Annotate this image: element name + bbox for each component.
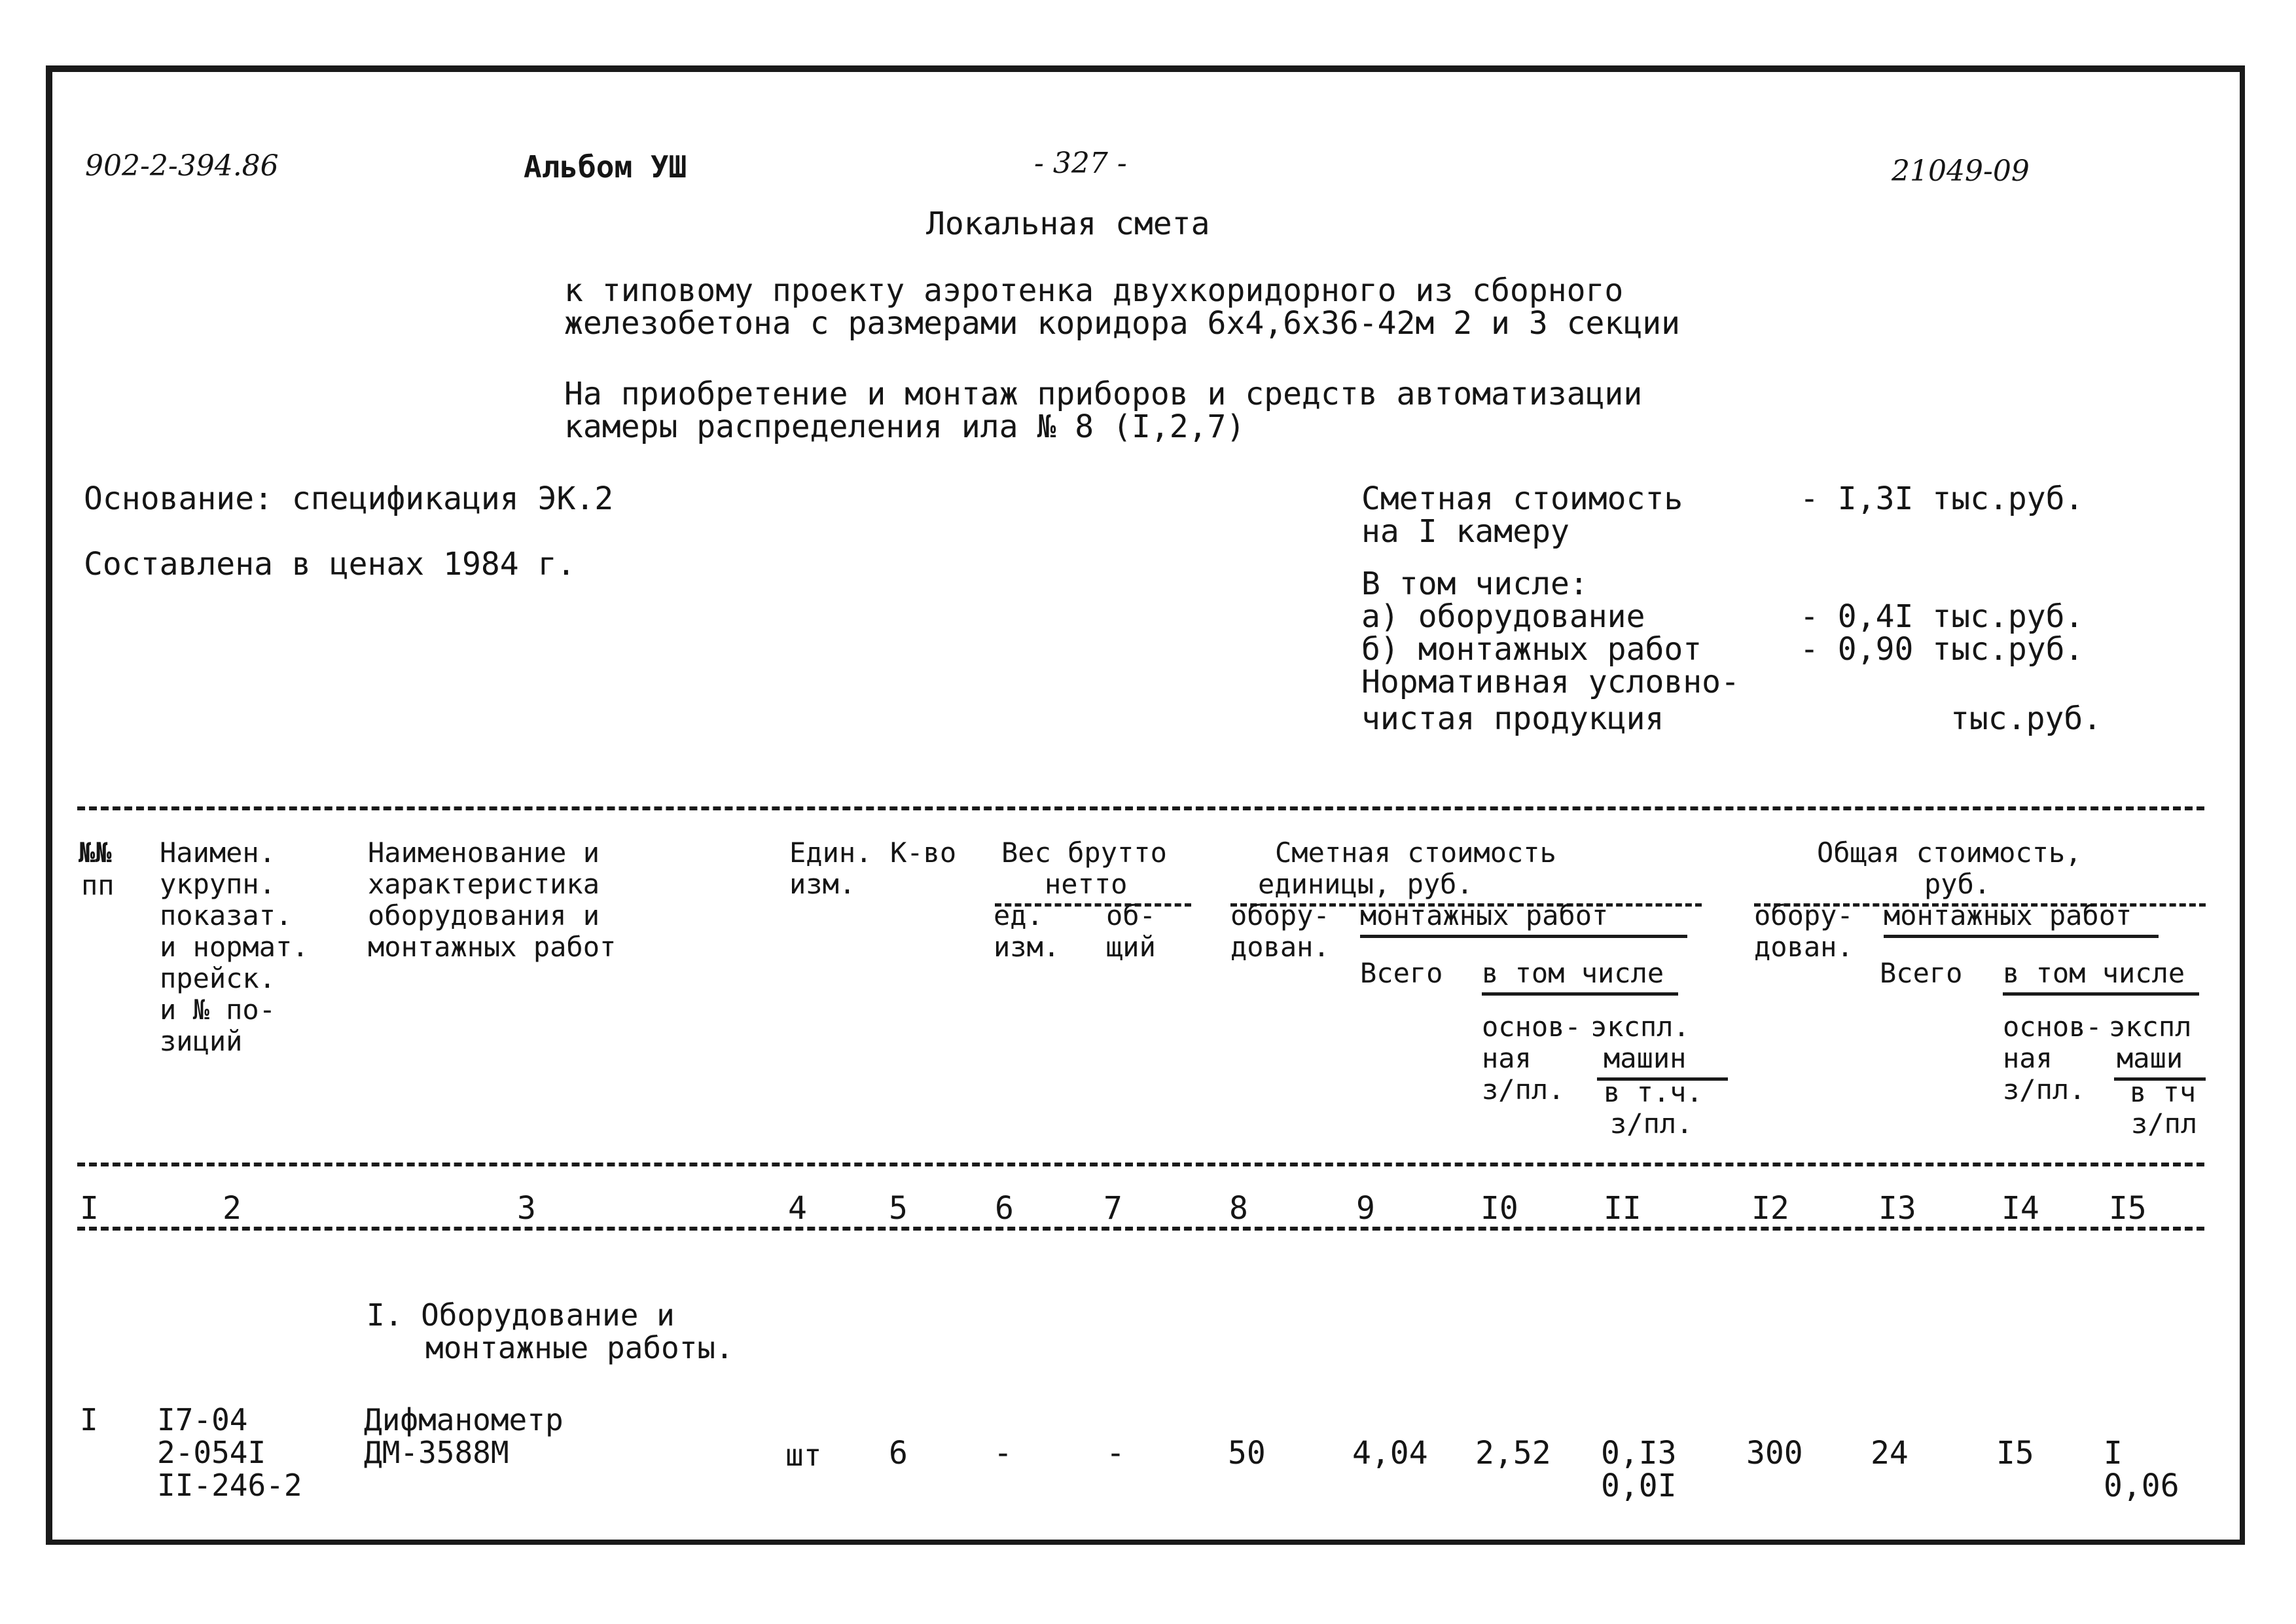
doc-code: 21049-09 — [1892, 154, 2030, 188]
col15-header-a: экспл — [2109, 1011, 2192, 1043]
col3-h-2: оборудования и — [368, 899, 600, 931]
norm-label-1: Нормативная условно- — [1361, 664, 1740, 700]
colnum-3: 3 — [517, 1190, 536, 1227]
colnum-4: 4 — [788, 1190, 807, 1227]
t-incl-underline — [2003, 992, 2199, 996]
header-separator-top — [77, 806, 2204, 810]
col1-header-a: №№ — [79, 837, 112, 869]
section-title-a: I. Оборудование и — [367, 1297, 675, 1333]
row-weight-unit: - — [994, 1435, 1013, 1471]
row-expl-zp: 0,0I — [1601, 1468, 1677, 1504]
header-separator-bottom — [77, 1163, 2204, 1166]
col14-header-b: ная — [2003, 1042, 2053, 1074]
row-name-2: ДМ-3588М — [364, 1435, 509, 1470]
row-code-3: II-246-2 — [157, 1468, 302, 1503]
total-cost-header: Общая стоимость, — [1817, 837, 2082, 869]
col2-h-2: показат. — [160, 899, 293, 931]
row-unit: шт — [785, 1437, 822, 1473]
t-incl-header: в том числе — [2003, 957, 2185, 989]
colnum-10: I0 — [1480, 1190, 1518, 1227]
col7-header-b: щий — [1106, 931, 1156, 963]
col10-header-b: ная — [1482, 1042, 1532, 1074]
colnum-7: 7 — [1103, 1190, 1122, 1227]
norm-label-2: чистая продукция — [1361, 700, 1664, 737]
col1-header-b: пп — [81, 869, 115, 901]
row-number: I — [80, 1402, 98, 1437]
col4-header-a: Един. — [789, 837, 872, 869]
doc-title: Локальная смета — [926, 206, 1210, 242]
colnum-dashed-line — [77, 1227, 2204, 1231]
col10-header-a: основ- — [1482, 1011, 1581, 1043]
colnum-8: 8 — [1229, 1190, 1248, 1227]
row-name-1: Дифманометр — [364, 1402, 564, 1437]
col2-h-3: и нормат. — [160, 931, 309, 963]
col12-header-b: дован. — [1754, 931, 1854, 963]
row-base: 2,52 — [1475, 1435, 1551, 1471]
basis-spec: Основание: спецификация ЭК.2 — [84, 480, 614, 517]
unit-cost-subheader: единицы, руб. — [1258, 868, 1473, 900]
row-mount-total: 4,04 — [1352, 1435, 1428, 1471]
title-line-1: к типовому проекту аэротенка двухкоридорного из сборного — [564, 272, 1624, 309]
col7-header-a: об- — [1106, 899, 1156, 931]
row-expl: 0,I3 — [1601, 1435, 1677, 1471]
col11-header-b: машин — [1604, 1042, 1687, 1074]
col3-h-0: Наименование и — [368, 837, 600, 869]
col15-sub-a: в тч — [2130, 1076, 2197, 1108]
col10-header-c: з/пл. — [1482, 1074, 1565, 1106]
col15-header-b: маши — [2117, 1042, 2183, 1074]
colnum-12: I2 — [1751, 1190, 1789, 1227]
colnum-6: 6 — [995, 1190, 1014, 1227]
colnum-14: I4 — [2001, 1190, 2039, 1227]
row-total-expl: I — [2104, 1435, 2123, 1471]
row-total-expl-zp: 0,06 — [2104, 1468, 2179, 1504]
colnum-1: I — [80, 1190, 99, 1227]
col2-h-5: и № по- — [160, 994, 276, 1026]
section-title-b: монтажные работы. — [425, 1330, 734, 1365]
col2-h-1: укрупн. — [160, 868, 276, 900]
col2-h-0: Наимен. — [160, 837, 276, 869]
colnum-2: 2 — [223, 1190, 242, 1227]
col6-header-a: ед. — [994, 899, 1043, 931]
col14-header-c: з/пл. — [2003, 1074, 2086, 1106]
col2-h-6: зиций — [160, 1025, 243, 1057]
title-line-4: камеры распределения ила № 8 (I,2,7) — [564, 408, 1246, 445]
colnum-13: I3 — [1878, 1190, 1916, 1227]
col14-header-a: основ- — [2003, 1011, 2102, 1043]
col11-sub-a: в т.ч. — [1604, 1076, 1703, 1108]
col2-h-4: прейск. — [160, 962, 276, 994]
mount-underline — [1360, 935, 1687, 938]
row-weight-total: - — [1106, 1435, 1125, 1471]
t-mount-underline — [1884, 935, 2159, 938]
cost-label-2: на I камеру — [1361, 513, 1570, 550]
cost-equip-value: - 0,4I тыс.руб. — [1800, 598, 2084, 635]
col8-header-a: обору- — [1230, 899, 1330, 931]
cost-mount-value: - 0,90 тыс.руб. — [1800, 631, 2084, 668]
col11-sub-b: з/пл. — [1610, 1108, 1693, 1140]
col12-header-a: обору- — [1754, 899, 1854, 931]
page-number: - 327 - — [1034, 147, 1127, 180]
album-label: Альбом УШ — [524, 149, 687, 185]
col3-h-3: монтажных работ — [368, 931, 617, 963]
col9-header: Всего — [1360, 957, 1443, 989]
colnum-9: 9 — [1356, 1190, 1375, 1227]
row-total-base: I5 — [1996, 1435, 2034, 1471]
incl-underline — [1482, 992, 1678, 996]
col5-header: К-во — [890, 837, 957, 869]
title-line-2: железобетона с размерами коридора 6х4,6х36-42м 2 и 3 секции — [564, 305, 1681, 342]
doc-number: 902-2-394.86 — [85, 149, 279, 183]
col6-header-b: изм. — [994, 931, 1060, 963]
col11-header-a: экспл. — [1590, 1011, 1690, 1043]
title-line-3: На приобретение и монтаж приборов и средств автоматизации — [564, 376, 1643, 412]
cost-value: - I,3I тыс.руб. — [1800, 480, 2084, 517]
colnum-5: 5 — [889, 1190, 908, 1227]
col3-h-1: характеристика — [368, 868, 600, 900]
cost-label-1: Сметная стоимость — [1361, 480, 1683, 517]
row-total-equip: 300 — [1746, 1435, 1803, 1471]
t-mount-header: монтажных работ — [1884, 899, 2132, 931]
row-code-2: 2-054I — [157, 1435, 266, 1470]
row-code-1: I7-04 — [157, 1402, 248, 1437]
col13-header: Всего — [1880, 957, 1963, 989]
incl-header: в том числе — [1482, 957, 1664, 989]
col4-header-b: изм. — [789, 868, 856, 900]
cost-incl: В том числе: — [1361, 566, 1588, 602]
row-equip-unit: 50 — [1228, 1435, 1266, 1471]
row-total-mount: 24 — [1871, 1435, 1909, 1471]
mount-header: монтажных работ — [1360, 899, 1609, 931]
basis-prices: Составлена в ценах 1984 г. — [84, 546, 576, 583]
cost-equip-label: а) оборудование — [1361, 598, 1645, 635]
cost-mount-label: б) монтажных работ — [1361, 631, 1702, 668]
norm-unit: тыс.руб. — [1950, 700, 2102, 737]
colnum-15: I5 — [2109, 1190, 2147, 1227]
colnum-11: II — [1604, 1190, 1641, 1227]
col8-header-b: дован. — [1230, 931, 1330, 963]
row-qty: 6 — [889, 1435, 908, 1471]
unit-cost-header: Сметная стоимость — [1275, 837, 1556, 869]
total-cost-subheader: руб. — [1924, 868, 1991, 900]
weight-netto: нетто — [1045, 868, 1128, 900]
col15-sub-b: з/пл — [2131, 1108, 2198, 1140]
weight-header: Вес брутто — [1001, 837, 1167, 869]
